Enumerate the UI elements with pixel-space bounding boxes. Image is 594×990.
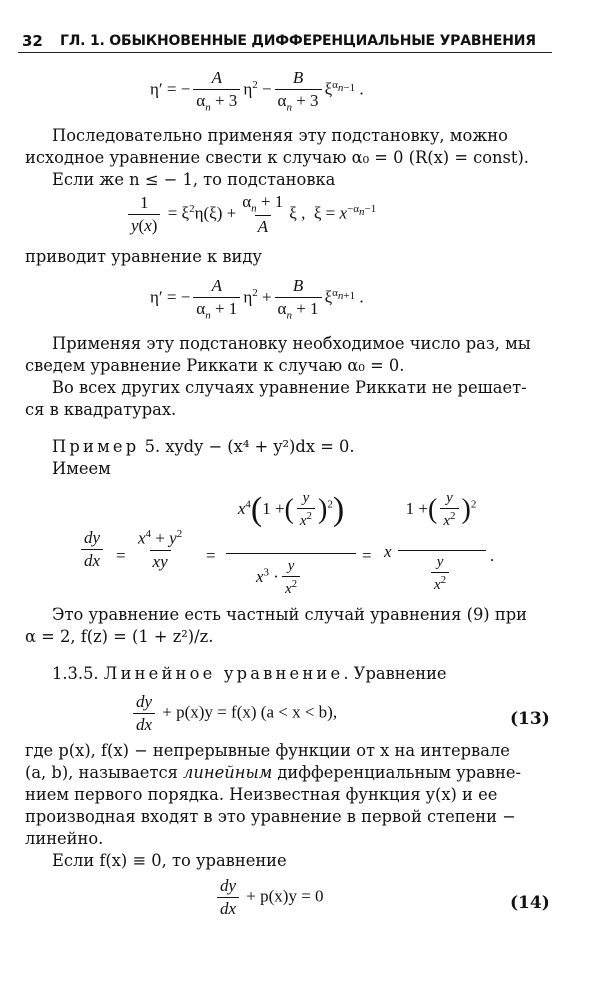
equation-substitution: $\frac{1}{y(x)}$ = $\xi^2\eta(\xi)$ + $\frac{\alpha_n + 1}{A}$ ξ , $\xi = x^{-\alpha_n-1}$ (125, 192, 376, 237)
paragraph-line: ся в квадратурах. (25, 400, 177, 419)
equation-number-14: (14) (510, 893, 550, 913)
equation-example: $\frac{dy}{dx}$ = $\frac{x^4 + y^2}{xy}$ = $x^4(1$ +( $\frac{y}{x^2}$ )$^2$) $x^3$ · $\frac{y}{x^2}$ = x 1 +( $\frac{y}{x^2}$ )$^2$ $\frac{y}{x^2}$ . (78, 480, 518, 605)
section-title: Линейное уравнение (103, 664, 344, 683)
example-label: Пример (52, 437, 140, 456)
section-rest: . Уравнение (343, 664, 447, 683)
eq13-body: + p(x)y = f(x) (a < x < b), (162, 702, 338, 722)
equation-13: $\frac{dy}{dx}$ + p(x)y = f(x) (a < x < b), (130, 692, 337, 735)
equation-eta-prime-1: η′ = − $\frac{A}{\alpha_n + 3}$ $\eta^2$ − $\frac{B}{\alpha_n + 3}$ $\xi^{\alpha_{n-1}}$ . (150, 68, 364, 114)
paragraph-line (25, 763, 521, 783)
emphasis-linear: линейным (183, 763, 273, 782)
example-equation: 5. xydy − (x⁴ + y²)dx = 0. (139, 437, 355, 456)
chapter-title: ГЛ. 1. ОБЫКНОВЕННЫЕ ДИФФЕРЕНЦИАЛЬНЫЕ УРАВНЕНИЯ (60, 33, 536, 49)
paragraph-line: Во всех других случаях уравнение Риккати не решает- (52, 378, 527, 397)
paragraph-line: исходное уравнение свести к случаю α₀ = 0 (R(x) = const). (25, 148, 529, 167)
paragraph-line: приводит уравнение к виду (25, 247, 263, 266)
equation-number-13: (13) (510, 709, 550, 729)
example-heading (52, 437, 355, 457)
text-span: (a, b), называется (25, 763, 184, 782)
paragraph-line: сведем уравнение Риккати к случаю α₀ = 0. (25, 356, 405, 375)
paragraph-line: Имеем (52, 459, 111, 478)
eq14-body: + p(x)y = 0 (246, 886, 324, 906)
section-heading (52, 664, 447, 684)
paragraph-line: производная входят в это уравнение в первой степени − (25, 807, 516, 826)
text-span: дифференциальным уравне- (272, 763, 522, 782)
paragraph-line: α = 2, f(z) = (1 + z²)/z. (25, 627, 214, 646)
paragraph-line: линейно. (25, 829, 104, 848)
running-header (18, 30, 552, 53)
equation-eta-prime-2: η′ = − $\frac{A}{\alpha_n + 1}$ $\eta^2$ + $\frac{B}{\alpha_n + 1}$ $\xi^{\alpha_{n+1}}$ . (150, 276, 364, 322)
paragraph-line: Если же n ≤ − 1, то подстановка (52, 170, 336, 189)
paragraph-line: Если f(x) ≡ 0, то уравнение (52, 851, 287, 870)
section-number: 1.3.5. (52, 664, 104, 683)
paragraph-line: нием первого порядка. Неизвестная функция y(x) и ее (25, 785, 498, 804)
equation-14: $\frac{dy}{dx}$ + p(x)y = 0 (214, 876, 324, 919)
paragraph-line: Последовательно применяя эту подстановку, можно (52, 126, 508, 145)
paragraph-line: Применяя эту подстановку необходимое число раз, мы (52, 334, 531, 353)
paragraph-line: где p(x), f(x) − непрерывные функции от x на интервале (25, 741, 510, 760)
page-number: 32 (22, 32, 43, 50)
paragraph-line: Это уравнение есть частный случай уравнения (9) при (52, 605, 527, 624)
